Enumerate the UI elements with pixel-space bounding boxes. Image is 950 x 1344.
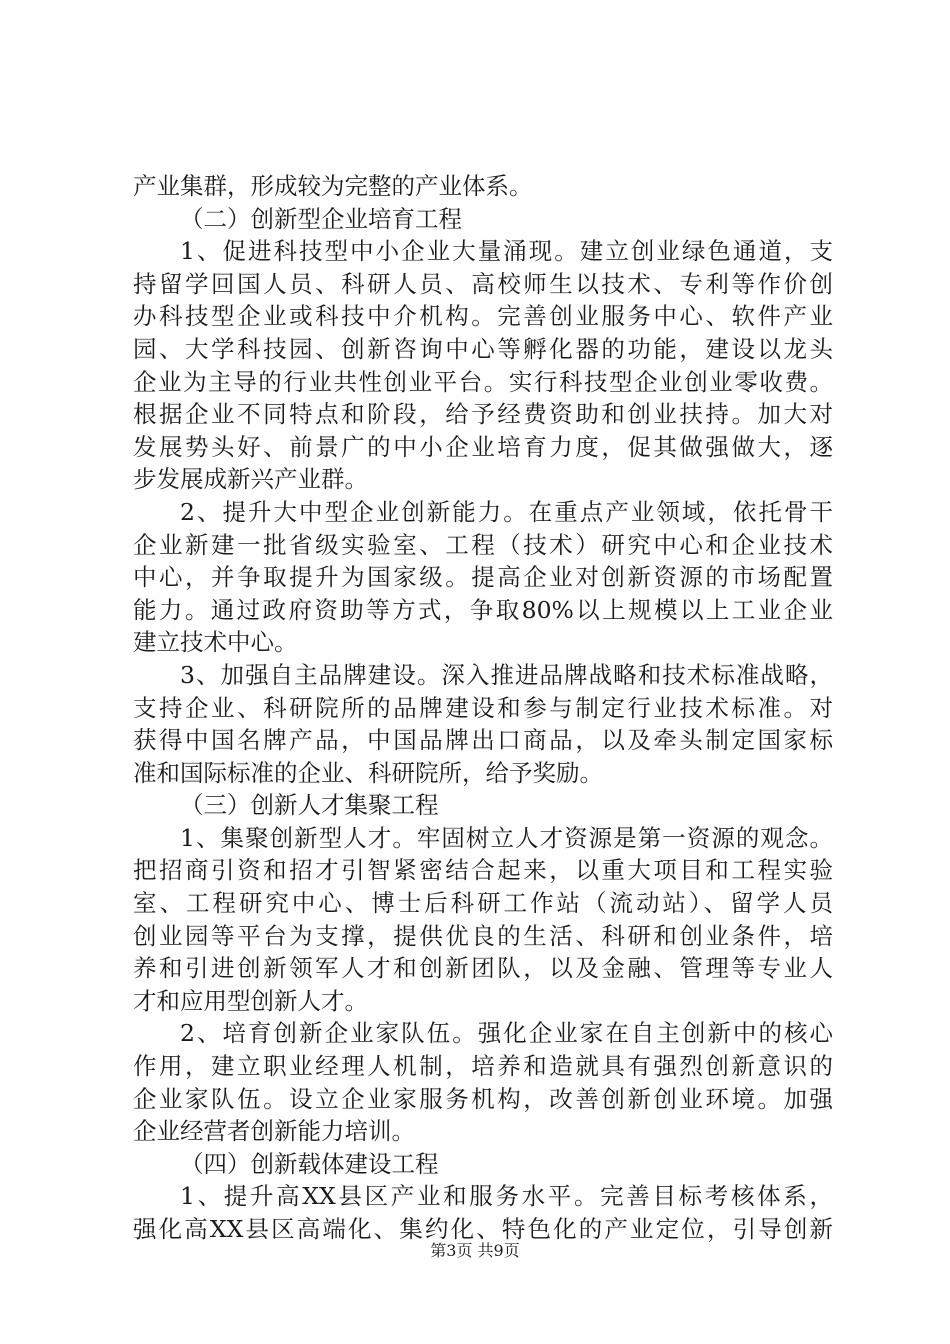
section-heading: （二）创新型企业培育工程 [180, 204, 462, 233]
text-line: 1、集聚创新型人才。牢固树立人才资源是第一资源的观念。 [180, 823, 833, 852]
text-line: 强化高XX县区高端化、集约化、特色化的产业定位，引导创新 [133, 1215, 833, 1243]
text-line: 室、工程研究中心、博士后科研工作站（流动站）、留学人员 [133, 889, 833, 918]
text-line: 获得中国名牌产品，中国品牌出口商品，以及牵头制定国家标 [133, 726, 833, 755]
text-line: 园、大学科技园、创新咨询中心等孵化器的功能，建设以龙头 [133, 334, 833, 363]
text-line: 产业集群，形成较为完整的产业体系。 [133, 172, 533, 200]
text-line: 2、培育创新企业家队伍。强化企业家在自主创新中的核心 [180, 1019, 833, 1048]
text-line: 3、加强自主品牌建设。深入推进品牌战略和技术标准战略， [180, 660, 833, 689]
text-line: 支持企业、科研院所的品牌建设和参与制定行业技术标准。对 [133, 693, 833, 722]
document-body [133, 170, 833, 1246]
text-line: 持留学回国人员、科研人员、高校师生以技术、专利等作价创 [133, 269, 833, 298]
text-line: 养和引进创新领军人才和创新团队，以及金融、管理等专业人 [133, 954, 833, 983]
text-line: 中心，并争取提升为国家级。提高企业对创新资源的市场配置 [133, 563, 833, 592]
text-line: 企业新建一批省级实验室、工程（技术）研究中心和企业技术 [133, 530, 833, 559]
text-line: 2、提升大中型企业创新能力。在重点产业领域，依托骨干 [180, 497, 833, 526]
page-number-footer: 第3页 共9页 [430, 1241, 520, 1260]
text-line: 企业经营者创新能力培训。 [133, 1117, 415, 1146]
text-line: 准和国际标准的企业、科研院所，给予奖励。 [133, 758, 603, 787]
text-line: 才和应用型创新人才。 [133, 986, 368, 1015]
text-line: 把招商引资和招才引智紧密结合起来，以重大项目和工程实验 [133, 856, 833, 885]
text-line: 发展势头好、前景广的中小企业培育力度，促其做强做大，逐 [133, 432, 833, 461]
text-line: 步发展成新兴产业群。 [133, 465, 368, 494]
text-line: 企业家队伍。设立企业家服务机构，改善创新创业环境。加强 [133, 1084, 833, 1113]
section-heading: （四）创新载体建设工程 [180, 1149, 439, 1178]
text-line: 建立技术中心。 [133, 628, 298, 657]
text-line: 创业园等平台为支撑，提供优良的生活、科研和创业条件，培 [133, 921, 833, 950]
text-line: 根据企业不同特点和阶段，给予经费资助和创业扶持。加大对 [133, 400, 833, 429]
section-heading: （三）创新人才集聚工程 [180, 791, 439, 820]
text-line: 1、提升高XX县区产业和服务水平。完善目标考核体系， [180, 1182, 833, 1211]
text-line: 能力。通过政府资助等方式，争取80%以上规模以上工业企业 [133, 595, 833, 624]
text-line: 企业为主导的行业共性创业平台。实行科技型企业创业零收费。 [133, 367, 833, 396]
paragraph-lines [133, 170, 833, 1246]
text-line: 1、促进科技型中小企业大量涌现。建立创业绿色通道，支 [180, 237, 833, 266]
text-line: 作用，建立职业经理人机制，培养和造就具有强烈创新意识的 [133, 1052, 833, 1081]
text-line: 办科技型企业或科技中介机构。完善创业服务中心、软件产业 [133, 302, 833, 331]
